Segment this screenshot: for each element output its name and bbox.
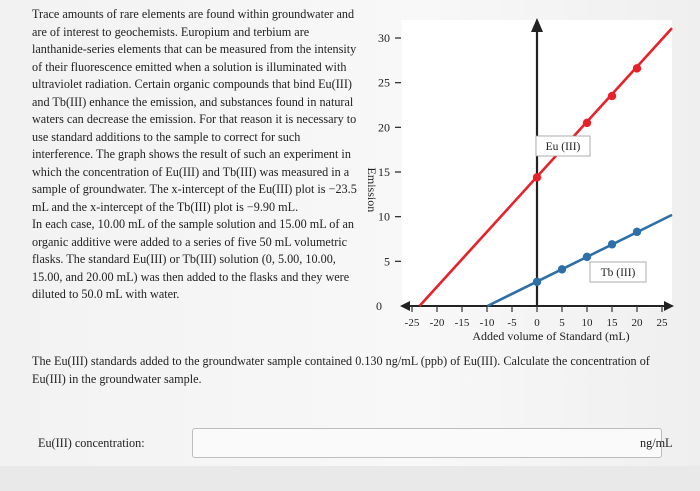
question-text (32, 353, 682, 388)
x-tick-label: -25 (404, 317, 420, 329)
y-tick-label: 5 (384, 254, 390, 269)
x-tick-label: -20 (429, 317, 445, 329)
answer-unit: ng/mL (640, 436, 673, 450)
y-tick-label: 20 (378, 120, 390, 135)
data-point-1-2 (583, 253, 591, 261)
x-tick-label: -10 (479, 317, 495, 329)
standard-additions-chart (350, 10, 680, 350)
data-point-1-1 (558, 265, 566, 273)
data-point-0-4 (633, 64, 641, 72)
problem-paragraph-2: In each case, 10.00 mL of the sample solution and 15.00 mL of an organic additive were added to a series of five 50 mL volumetric flasks. The standard Eu(III) or Tb(III) solution (0, 5.00, 10.00, 15.00, and 20.00 mL) was then added to the flasks and they were diluted to 50.0 mL with water. (32, 217, 354, 301)
problem-paragraph-1: Trace amounts of rare elements are found within groundwater and are of interest to geochemists. Europium and terbium are lanthanide-series elements that can be measured from the intensity of their fluorescence emitted when a solution is illuminated with ultraviolet radiation. Certain organic compounds that bind Eu(III) and Tb(III) enhance the emission, and substances found in natural waters can decrease the emission. For that reason it is necessary to use standard additions to the sample to correct for such interference. The graph shows the result of such an experiment in which the concentration of Eu(III) and Tb(III) was measured in a sample of groundwater. The x-intercept of the Eu(III) plot is −23.5 mL and the x-intercept of the Tb(III) plot is −9.90 mL. (32, 7, 357, 214)
x-tick-label: 15 (606, 317, 618, 329)
eu-concentration-input[interactable] (192, 428, 662, 458)
data-point-0-3 (608, 92, 616, 100)
x-tick-label: -5 (507, 317, 517, 329)
x-tick-label: -15 (454, 317, 470, 329)
data-point-1-3 (608, 240, 616, 248)
x-tick-label: 25 (656, 317, 668, 329)
y-tick-label: 15 (378, 165, 390, 179)
y-tick-label: 30 (378, 31, 390, 45)
y-tick-label: 10 (378, 209, 390, 224)
problem-text (32, 6, 362, 304)
x-axis-label: Added volume of Standard (mL) (472, 329, 630, 343)
data-point-0-2 (583, 119, 591, 127)
x-tick-label: 5 (559, 317, 565, 329)
y-tick-label: 0 (376, 299, 382, 313)
y-axis-label: Emission (365, 167, 379, 213)
data-point-1-0 (533, 278, 541, 286)
x-tick-label: 20 (631, 317, 643, 329)
problem-paragraph-3: The Eu(III) standards added to the groundwater sample contained 0.130 ng/mL (ppb) of Eu(III). Calculate the concentration of Eu(III) in the groundwater sample. (32, 354, 650, 386)
x-tick-label: 0 (534, 317, 540, 329)
answer-label: Eu(III) concentration: (38, 436, 145, 450)
answer-row (32, 428, 692, 460)
data-point-1-4 (633, 228, 641, 236)
x-tick-label: 10 (581, 317, 593, 329)
series-label-0: Eu (III) (545, 141, 581, 153)
series-label-1: Tb (III) (600, 267, 636, 279)
y-tick-label: 25 (378, 75, 390, 90)
page-footer-strip (0, 466, 700, 491)
data-point-0-0 (533, 173, 541, 181)
